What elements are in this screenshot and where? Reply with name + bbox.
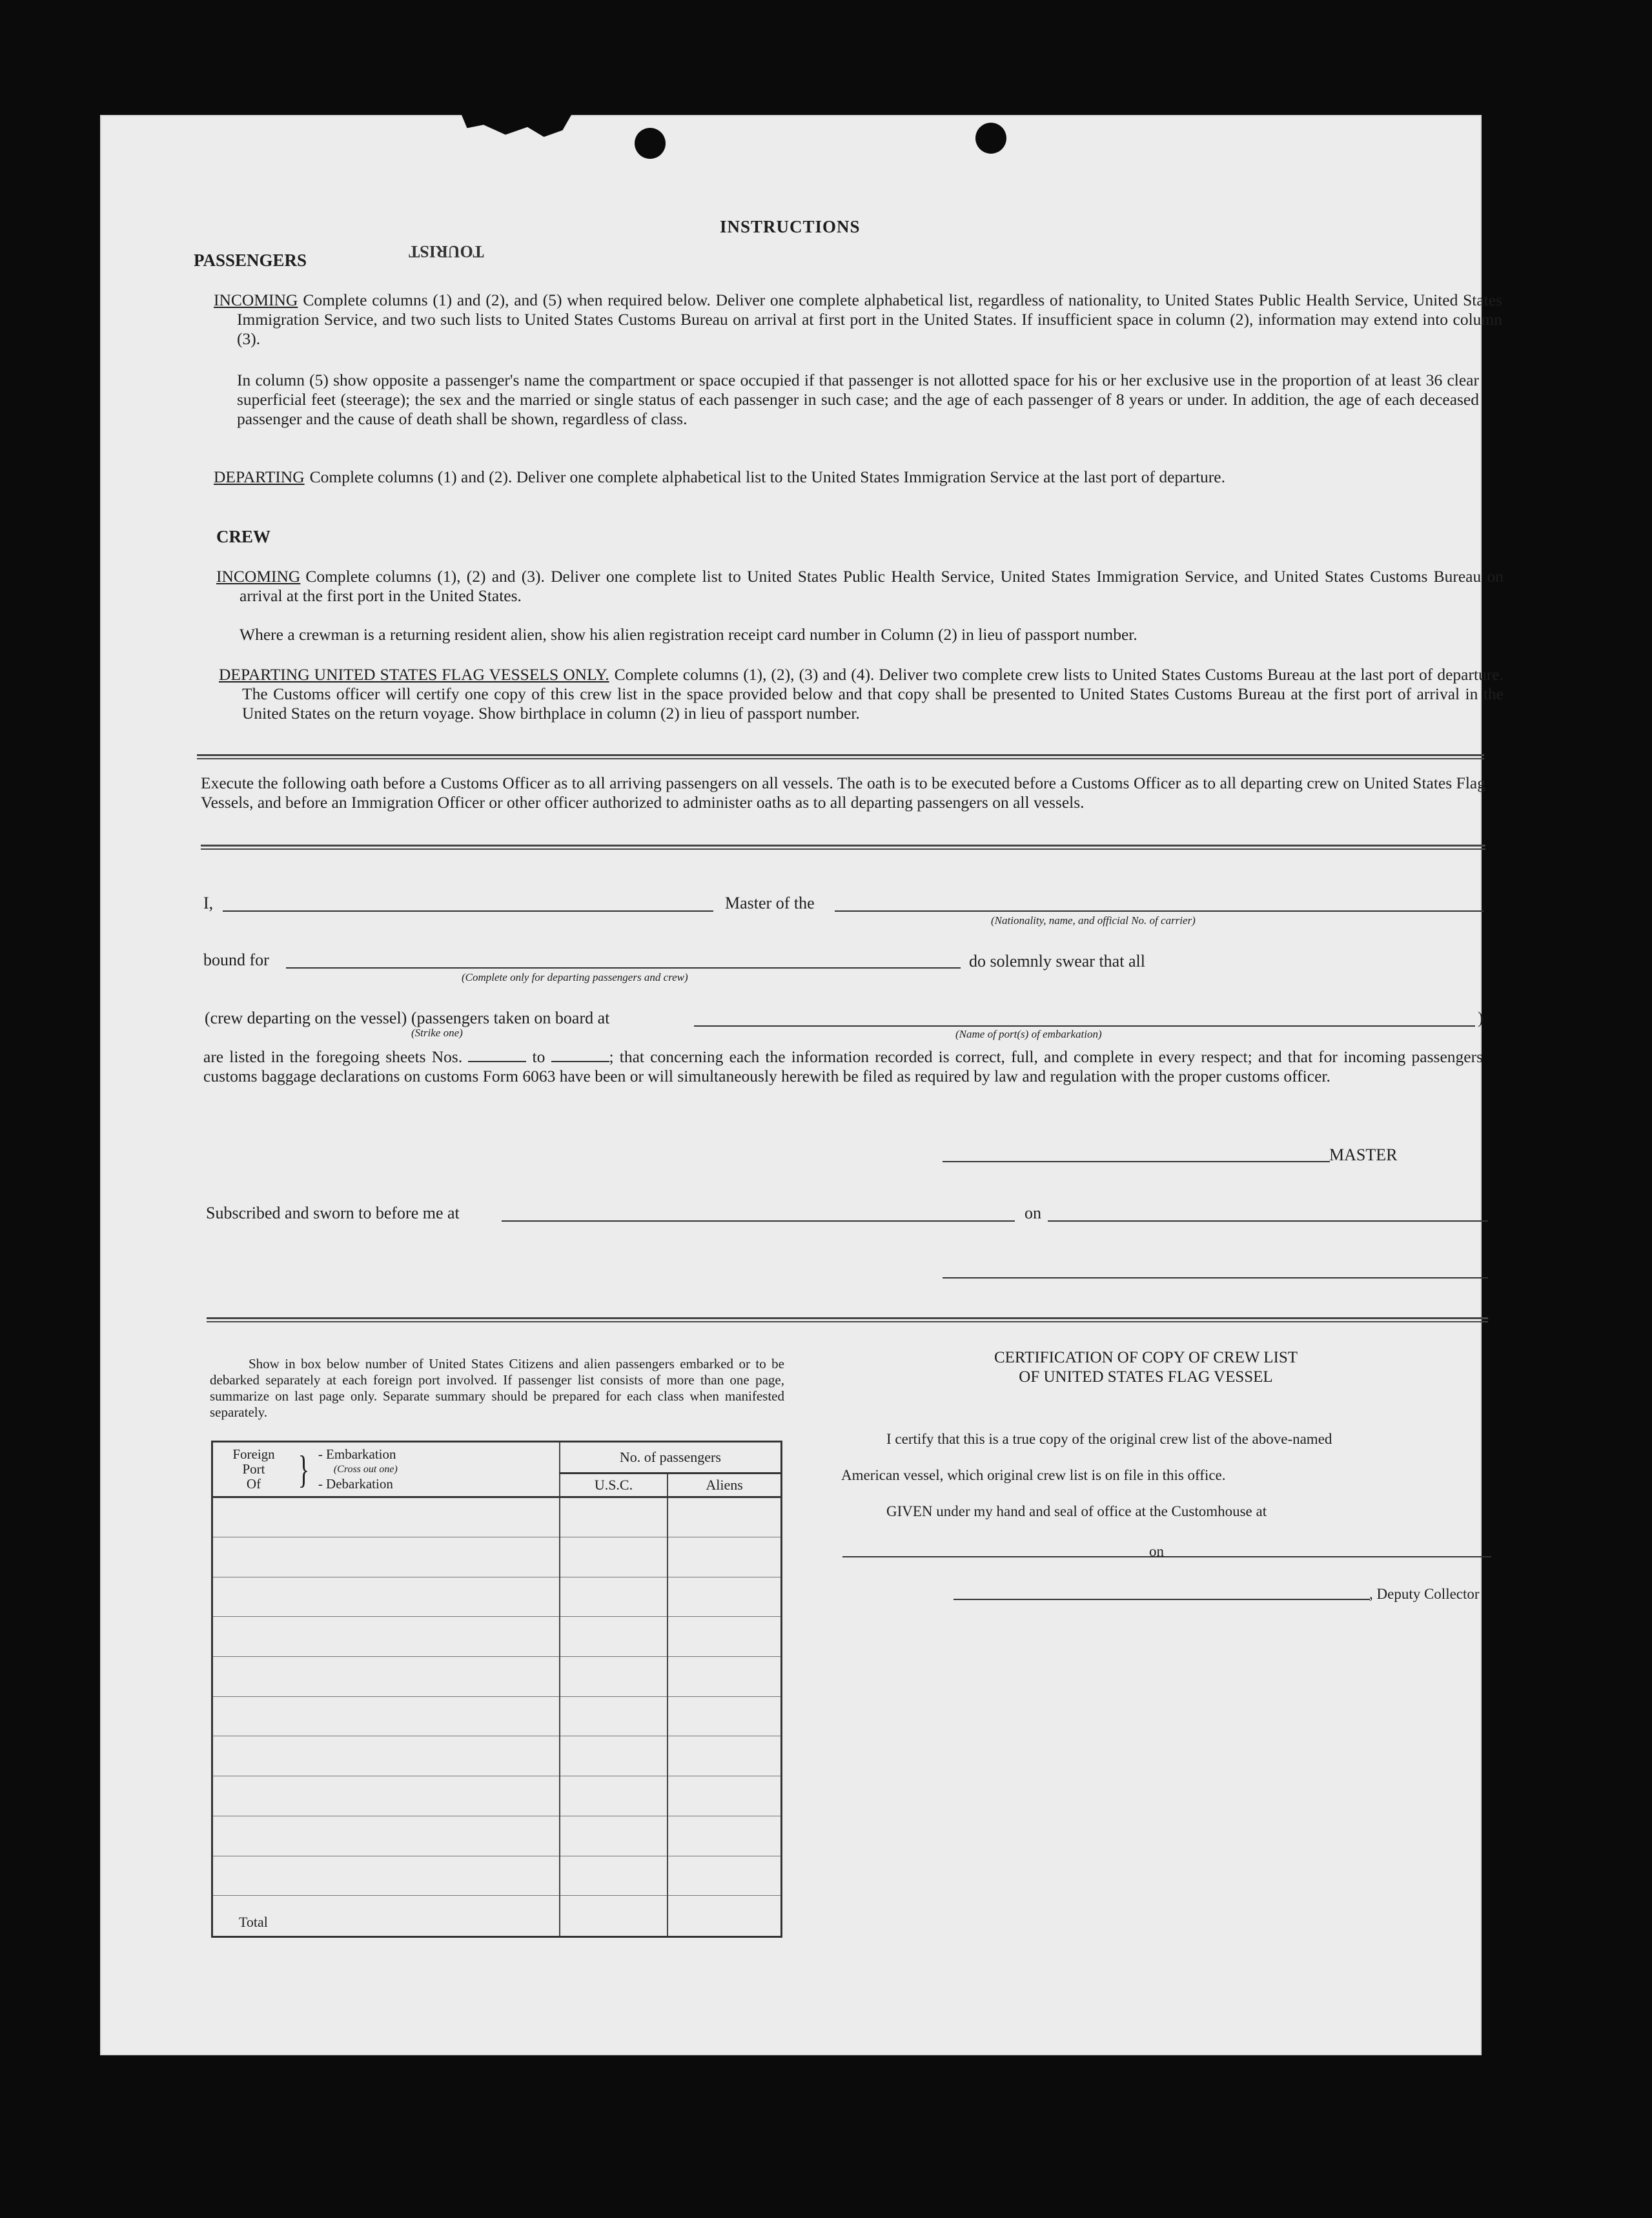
table-row[interactable] — [212, 1816, 782, 1856]
table-row[interactable] — [212, 1776, 782, 1816]
certify-line1: I certify that this is a true copy of the original crew list of the above-named — [886, 1431, 1332, 1447]
carrier-field[interactable] — [835, 910, 1484, 912]
brace-icon: } — [298, 1448, 310, 1491]
debarkation-option[interactable]: - Debarkation — [318, 1476, 393, 1492]
certification-on: on — [1149, 1543, 1164, 1559]
given-line: GIVEN under my hand and seal of office at the Customhouse at — [886, 1503, 1267, 1519]
crew-incoming-label: INCOMING — [216, 567, 301, 586]
certification-title-line1: CERTIFICATION OF COPY OF CREW LIST — [994, 1349, 1298, 1366]
subscribed-text: Subscribed and sworn to before me at — [206, 1204, 460, 1222]
table-row[interactable] — [212, 1736, 782, 1776]
certification-title-line2: OF UNITED STATES FLAG VESSEL — [1019, 1368, 1273, 1386]
passengers-incoming — [214, 291, 1502, 349]
divider — [201, 845, 1485, 850]
passengers-heading: PASSENGERS — [194, 251, 307, 270]
incoming-label: INCOMING — [214, 291, 298, 309]
aliens-header: Aliens — [668, 1474, 781, 1497]
punch-hole — [975, 123, 1006, 154]
table-row[interactable] — [212, 1537, 782, 1577]
passengers-departing — [214, 467, 1502, 487]
embarkation-option[interactable]: - Embarkation — [318, 1446, 396, 1463]
table-row[interactable] — [212, 1696, 782, 1736]
subscribed-on: on — [1025, 1204, 1041, 1222]
table-row[interactable] — [212, 1657, 782, 1697]
master-label: MASTER — [1329, 1145, 1398, 1164]
divider — [197, 754, 1484, 759]
master-of-the: Master of the — [725, 894, 815, 912]
incoming-text: Complete columns (1) and (2), and (5) when required below. Deliver one complete alphabetical list, regardless of nationality, to United States Public Health Service, United States Immigration Service, and two such lists to United States Customs Bureau on arrival at first port in the United States. If insufficient space in column (2), information may extend into column (3). — [237, 291, 1502, 348]
carrier-caption: (Nationality, name, and official No. of carrier) — [991, 914, 1196, 927]
oath-i: I, — [203, 894, 214, 912]
customhouse-field[interactable] — [842, 1556, 1191, 1557]
port-header — [212, 1442, 560, 1497]
crew-heading: CREW — [216, 527, 271, 546]
column5-paragraph: In column (5) show opposite a passenger's name the compartment or space occupied if that passenger is not allotted space for his or her exclusive use in the proportion of at least 36 clear superficial feet (steerage); the sex and the married or single status of each passenger in such case; and the age of each passenger of 8 years or under. In addition, the age of each deceased passenger and the cause of death shall be shown, regardless of class. — [237, 371, 1479, 428]
subscribed-place-field[interactable] — [502, 1220, 1015, 1222]
bound-for-field[interactable] — [286, 967, 961, 969]
listed-to: to — [532, 1047, 546, 1066]
master-signature-field[interactable] — [943, 1161, 1330, 1162]
cross-out-note: (Cross out one) — [333, 1464, 398, 1475]
passengers-header: No. of passengers — [560, 1442, 782, 1474]
deputy-collector-label: , Deputy Collector — [1369, 1586, 1480, 1602]
punch-hole — [635, 128, 666, 159]
listed-paragraph — [203, 1047, 1483, 1086]
certify-line2: American vessel, which original crew list is on file in this office. — [841, 1467, 1226, 1483]
officer-signature-field[interactable] — [943, 1277, 1488, 1278]
usc-header: U.S.C. — [560, 1474, 668, 1497]
certification-date-field[interactable] — [1172, 1556, 1491, 1557]
listed-text-a: are listed in the foregoing sheets Nos. — [203, 1047, 463, 1066]
crew-departing — [219, 665, 1504, 723]
table-row[interactable] — [212, 1617, 782, 1657]
crew-resident-note: Where a crewman is a returning resident alien, show his alien registration receipt card number in Column (2) in lieu of passport number. — [240, 625, 1137, 644]
sheet-to-field[interactable] — [551, 1049, 609, 1062]
crew-incoming — [216, 567, 1504, 606]
embarkation-port-field[interactable] — [694, 1025, 1475, 1027]
departing-label: DEPARTING — [214, 467, 305, 486]
table-row[interactable] — [212, 1497, 782, 1537]
port-header-of: Of — [246, 1476, 261, 1492]
page-title: INSTRUCTIONS — [720, 217, 861, 236]
port-header-port: Port — [242, 1461, 265, 1477]
crew-departing-text: Complete columns (1), (2), (3) and (4). Deliver two complete crew lists to United States Customs Bureau at the last port of departure. The Customs officer will certify one copy of this crew list in the space provided below and that copy shall be presented to United States Customs Bureau at the first port of arrival in the United States on the return voyage. Show birthplace in column (2) in lieu of passport number. — [242, 665, 1504, 723]
crew-departing-label: DEPARTING UNITED STATES FLAG VESSELS ONLY. — [219, 665, 609, 684]
port-header-foreign: Foreign — [232, 1446, 275, 1463]
strike-one-caption: (Strike one) — [411, 1027, 463, 1039]
bound-for: bound for — [203, 950, 269, 969]
divider — [207, 1317, 1488, 1322]
ports-caption: (Name of port(s) of embarkation) — [955, 1028, 1102, 1040]
bound-caption: (Complete only for departing passengers and crew) — [462, 971, 688, 983]
table-row[interactable] — [212, 1856, 782, 1896]
total-row[interactable] — [212, 1896, 782, 1937]
tourist-stamp: TOURIST — [409, 242, 484, 261]
torn-edge — [462, 115, 571, 137]
total-label: Total — [212, 1896, 560, 1937]
form-sheet — [100, 115, 1504, 2055]
crew-incoming-text: Complete columns (1), (2) and (3). Deliver one complete list to United States Public Health Service, United States Immigration Service, and United States Customs Bureau on arrival at the first port in the United States. — [240, 567, 1504, 605]
close-paren: ) — [1478, 1009, 1484, 1027]
sheet-from-field[interactable] — [468, 1049, 526, 1062]
oath-intro: Execute the following oath before a Customs Officer as to all arriving passengers on all vessels. The oath is to be executed before a Customs Officer as to all departing crew on United States Flag Vessels, and before an Immigration Officer or other officer authorized to administer oaths as to all departing passengers on all vessels. — [201, 774, 1485, 812]
passenger-summary-table — [211, 1441, 782, 1938]
deputy-signature-field[interactable] — [953, 1599, 1370, 1600]
subscribed-date-field[interactable] — [1048, 1220, 1488, 1222]
master-name-field[interactable] — [223, 910, 713, 912]
table-row[interactable] — [212, 1577, 782, 1617]
swear-text: do solemnly swear that all — [969, 952, 1145, 970]
certification-title — [875, 1348, 1417, 1387]
listed-text-b: ; that concerning each the information recorded is correct, full, and complete in every respect; and that for incoming passengers customs baggage declarations on customs Form 6063 have been or will simultaneously herewith be filed as required by law and regulation with the proper customs officer. — [203, 1047, 1484, 1085]
departing-text: Complete columns (1) and (2). Deliver one complete alphabetical list to the United States Immigration Service at the last port of departure. — [309, 467, 1225, 486]
crew-departing-strike: (crew departing on the vessel) (passengers taken on board at — [205, 1009, 610, 1027]
summary-instructions: Show in box below number of United States Citizens and alien passengers embarked or to be debarked separately at each foreign port involved. If passenger list consists of more than one page, summarize on last page only. Separate summary should be prepared for each class when manifested separately. — [210, 1356, 784, 1420]
